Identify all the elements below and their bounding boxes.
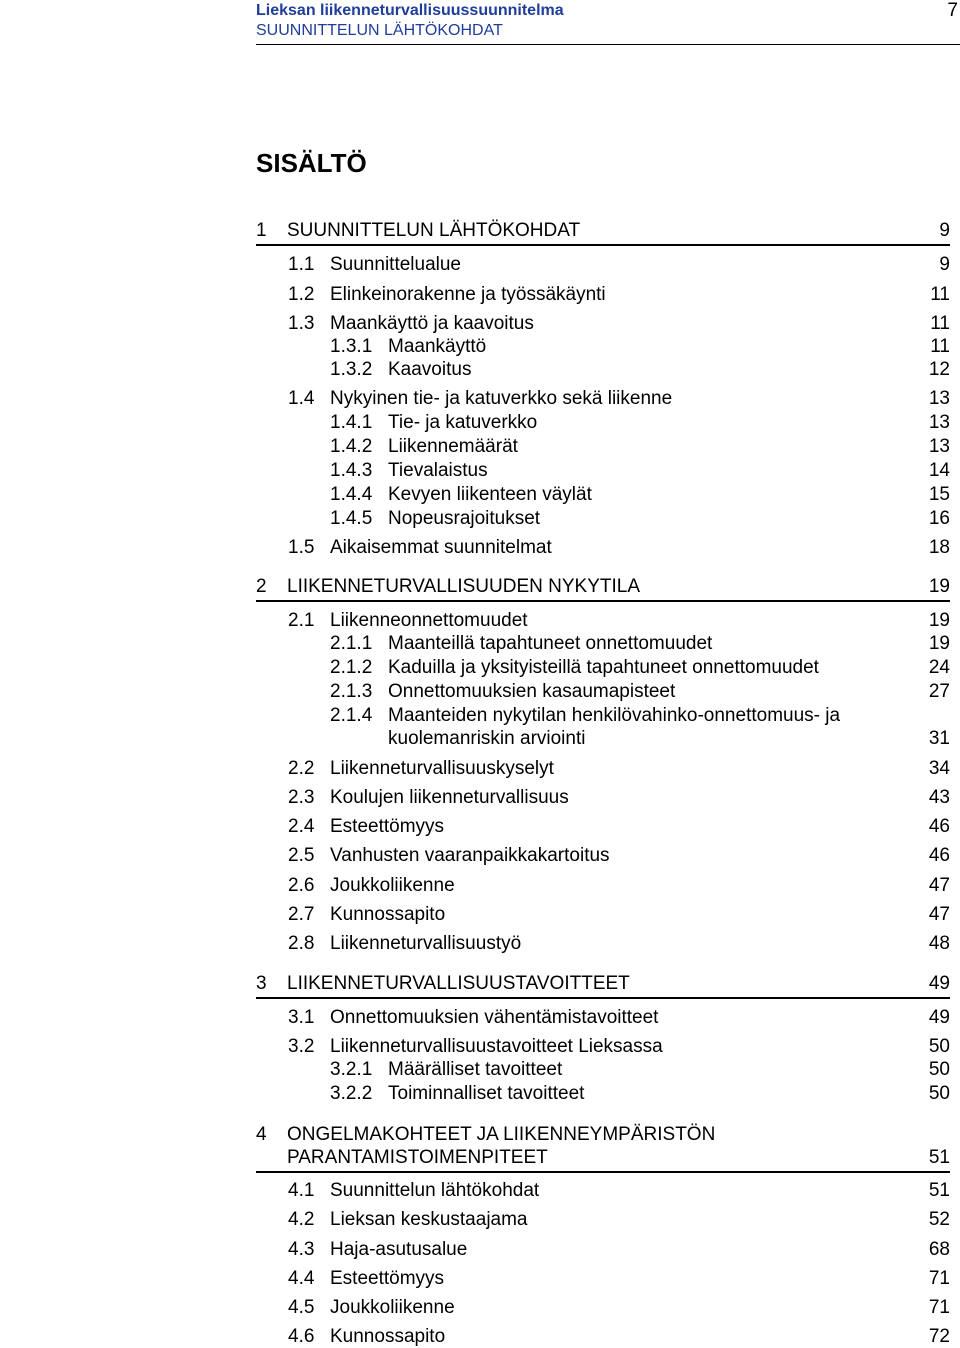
toc-number: 2.5 xyxy=(288,845,315,866)
toc-number: 3.2.1 xyxy=(330,1059,373,1080)
toc-page: 50 xyxy=(928,1036,950,1057)
toc-page: 19 xyxy=(928,610,950,631)
toc-entry-section[interactable] xyxy=(288,786,950,809)
toc-number: 1.4.5 xyxy=(330,508,373,529)
toc-page: 51 xyxy=(928,1147,950,1168)
toc-number: 2.6 xyxy=(288,875,315,896)
toc-text: Onnettomuuksien kasaumapisteet xyxy=(388,681,676,702)
toc-entry-section[interactable] xyxy=(288,1238,950,1261)
toc-text-line: ONGELMAKOHTEET JA LIIKENNEYMPÄRISTÖN xyxy=(287,1124,716,1145)
toc-text: Tievalaistus xyxy=(388,460,488,481)
toc-text: LIIKENNETURVALLISUUDEN NYKYTILA xyxy=(287,576,641,597)
toc-text: LIIKENNETURVALLISUUSTAVOITTEET xyxy=(287,973,630,994)
toc-number: 1.5 xyxy=(288,537,315,558)
toc-number: 3.2.2 xyxy=(330,1083,373,1104)
toc-number: 1.3.1 xyxy=(330,336,373,357)
toc-number: 1.4.3 xyxy=(330,460,373,481)
toc-text: Elinkeinorakenne ja työssäkäynti xyxy=(330,284,606,305)
toc-number: 1.1 xyxy=(288,254,315,275)
toc-text: Nopeusrajoitukset xyxy=(388,508,541,529)
toc-page: 50 xyxy=(928,1083,950,1104)
toc-entry-section[interactable] xyxy=(288,757,950,780)
toc-entry-section[interactable] xyxy=(288,815,950,838)
toc-page: 27 xyxy=(928,681,950,702)
toc-number: 2.1.4 xyxy=(330,705,373,726)
toc-page: 16 xyxy=(928,508,950,529)
toc-number: 2.3 xyxy=(288,787,315,808)
toc-number: 4.5 xyxy=(288,1297,315,1318)
toc-entry-subsection[interactable] xyxy=(330,507,950,530)
toc-text: Liikenneonnettomuudet xyxy=(330,610,528,631)
toc-entry-section[interactable] xyxy=(288,387,950,410)
toc-entry-subsection[interactable] xyxy=(330,632,950,655)
toc-text: Maankäyttö ja kaavoitus xyxy=(330,313,534,334)
toc-page: 19 xyxy=(928,576,950,597)
toc-page: 13 xyxy=(928,388,950,409)
toc-entry-subsection[interactable] xyxy=(330,656,950,679)
toc-entry-section[interactable] xyxy=(288,1296,950,1319)
toc-text xyxy=(388,704,840,750)
page-header xyxy=(256,0,960,45)
toc-number: 4 xyxy=(256,1124,267,1145)
toc-number: 2.4 xyxy=(288,816,315,837)
toc-entry-subsection[interactable] xyxy=(330,1082,950,1105)
toc-page: 46 xyxy=(928,816,950,837)
toc-entry-section[interactable] xyxy=(288,253,950,276)
toc-number: 1.4.1 xyxy=(330,412,373,433)
toc-text: Koulujen liikenneturvallisuus xyxy=(330,787,569,808)
toc-text: Joukkoliikenne xyxy=(330,1297,455,1318)
toc-entry-section[interactable] xyxy=(288,903,950,926)
toc-page: 71 xyxy=(928,1268,950,1289)
toc-number: 3.2 xyxy=(288,1036,315,1057)
toc-page: 72 xyxy=(928,1326,950,1347)
toc-entry-section[interactable] xyxy=(288,1208,950,1231)
toc-text: Esteettömyys xyxy=(330,1268,445,1289)
toc-page: 49 xyxy=(928,973,950,994)
toc-entry-section[interactable] xyxy=(288,1006,950,1029)
toc-entry-subsection[interactable] xyxy=(330,435,950,458)
toc-entry-section[interactable] xyxy=(288,283,950,306)
toc-entry-section[interactable] xyxy=(288,874,950,897)
toc-page: 18 xyxy=(928,537,950,558)
toc-entry-subsection[interactable] xyxy=(330,704,950,750)
toc-text: Maankäyttö xyxy=(388,336,487,357)
toc-page: 50 xyxy=(928,1059,950,1080)
toc-text: Määrälliset tavoitteet xyxy=(388,1059,563,1080)
toc-entry-chapter[interactable] xyxy=(256,575,950,602)
toc-text: Liikennemäärät xyxy=(388,436,518,457)
toc-entry-chapter[interactable] xyxy=(256,219,950,246)
toc-number: 1.4.4 xyxy=(330,484,373,505)
toc-page: 48 xyxy=(928,933,950,954)
toc-page: 43 xyxy=(928,787,950,808)
toc-number: 2.1 xyxy=(288,610,315,631)
toc-number: 1.3 xyxy=(288,313,315,334)
toc-entry-section[interactable] xyxy=(288,1325,950,1348)
toc-number: 1.4 xyxy=(288,388,315,409)
toc-number: 2.2 xyxy=(288,758,315,779)
toc-page: 11 xyxy=(930,313,950,334)
toc-page: 51 xyxy=(928,1180,950,1201)
toc-number: 4.3 xyxy=(288,1239,315,1260)
toc-page: 71 xyxy=(928,1297,950,1318)
toc-text: Onnettomuuksien vähentämistavoitteet xyxy=(330,1007,659,1028)
toc-page: 14 xyxy=(928,460,950,481)
toc-entry-subsection[interactable] xyxy=(330,483,950,506)
toc-entry-section[interactable] xyxy=(288,1179,950,1202)
toc-entry-section[interactable] xyxy=(288,609,950,632)
toc-number: 1 xyxy=(256,220,267,241)
toc-number: 1.3.2 xyxy=(330,359,373,380)
toc-entry-subsection[interactable] xyxy=(330,411,950,434)
toc-text: SUUNNITTELUN LÄHTÖKOHDAT xyxy=(287,220,581,241)
toc-number: 1.2 xyxy=(288,284,315,305)
toc-text: Haja-asutusalue xyxy=(330,1239,468,1260)
toc-page: 52 xyxy=(928,1209,950,1230)
section-title: SUUNNITTELUN LÄHTÖKOHDAT xyxy=(256,22,503,39)
toc-entry-section[interactable] xyxy=(288,932,950,955)
toc-number: 2 xyxy=(256,576,267,597)
toc-entry-subsection[interactable] xyxy=(330,1058,950,1081)
toc-entry-chapter[interactable] xyxy=(256,972,950,999)
toc-entry-section[interactable] xyxy=(288,312,950,335)
toc-text-line: kuolemanriskin arviointi xyxy=(388,728,586,749)
toc-number: 4.4 xyxy=(288,1268,315,1289)
toc-number: 2.1.3 xyxy=(330,681,373,702)
toc-entry-section[interactable] xyxy=(288,1267,950,1290)
toc-text: Nykyinen tie- ja katuverkko sekä liikenne xyxy=(330,388,673,409)
toc-page: 9 xyxy=(939,254,950,275)
toc-number: 4.1 xyxy=(288,1180,315,1201)
toc-entry-section[interactable] xyxy=(288,1035,950,1058)
toc-heading: SISÄLTÖ xyxy=(256,148,367,178)
toc-number: 3 xyxy=(256,973,267,994)
toc-page: 49 xyxy=(928,1007,950,1028)
toc-number: 4.2 xyxy=(288,1209,315,1230)
toc-page: 31 xyxy=(928,728,950,749)
toc-page: 11 xyxy=(930,336,950,357)
toc-text: Kevyen liikenteen väylät xyxy=(388,484,592,505)
toc-number: 2.1.1 xyxy=(330,633,373,654)
toc-text: Esteettömyys xyxy=(330,816,445,837)
toc-number: 2.8 xyxy=(288,933,315,954)
toc-page: 68 xyxy=(928,1239,950,1260)
toc-number: 2.1.2 xyxy=(330,657,373,678)
toc-text: Aikaisemmat suunnitelmat xyxy=(330,537,552,558)
toc-number: 4.6 xyxy=(288,1326,315,1347)
toc-page: 47 xyxy=(928,875,950,896)
toc-text: Kaduilla ja yksityisteillä tapahtuneet onnettomuudet xyxy=(388,657,819,678)
toc-text: Suunnittelualue xyxy=(330,254,461,275)
toc-page: 24 xyxy=(928,657,950,678)
toc-entry-section[interactable] xyxy=(288,844,950,867)
toc-page: 15 xyxy=(928,484,950,505)
toc-text xyxy=(287,1123,715,1169)
toc-text: Lieksan keskustaajama xyxy=(330,1209,528,1230)
toc-entry-subsection[interactable] xyxy=(330,335,950,358)
toc-page: 9 xyxy=(939,220,950,241)
toc-entry-section[interactable] xyxy=(288,536,950,559)
toc-text-line: Maanteiden nykytilan henkilövahinko-onnettomuus- ja xyxy=(388,705,841,726)
toc-text-line: PARANTAMISTOIMENPITEET xyxy=(287,1147,548,1168)
toc-text: Kunnossapito xyxy=(330,1326,446,1347)
toc-text: Toiminnalliset tavoitteet xyxy=(388,1083,585,1104)
toc-page: 46 xyxy=(928,845,950,866)
toc-page: 13 xyxy=(928,436,950,457)
document-title: Lieksan liikenneturvallisuussuunnitelma xyxy=(256,2,564,19)
toc-entry-subsection[interactable] xyxy=(330,459,950,482)
toc-text: Suunnittelun lähtökohdat xyxy=(330,1180,540,1201)
page-number: 7 xyxy=(947,0,958,21)
toc-text: Joukkoliikenne xyxy=(330,875,455,896)
toc-text: Vanhusten vaaranpaikkakartoitus xyxy=(330,845,610,866)
toc-number: 3.1 xyxy=(288,1007,315,1028)
toc-page: 13 xyxy=(928,412,950,433)
toc-text: Kunnossapito xyxy=(330,904,446,925)
toc-text: Maanteillä tapahtuneet onnettomuudet xyxy=(388,633,713,654)
toc-page: 11 xyxy=(930,284,950,305)
toc-page: 12 xyxy=(928,359,950,380)
toc-page: 19 xyxy=(928,633,950,654)
toc-text: Liikenneturvallisuuskyselyt xyxy=(330,758,554,779)
toc-number: 2.7 xyxy=(288,904,315,925)
toc-page: 34 xyxy=(928,758,950,779)
toc-page: 47 xyxy=(928,904,950,925)
toc-text: Kaavoitus xyxy=(388,359,472,380)
toc-text: Liikenneturvallisuustyö xyxy=(330,933,522,954)
toc-entry-subsection[interactable] xyxy=(330,358,950,381)
toc-number: 1.4.2 xyxy=(330,436,373,457)
toc-text: Tie- ja katuverkko xyxy=(388,412,538,433)
toc-entry-chapter[interactable] xyxy=(256,1123,950,1173)
toc-entry-subsection[interactable] xyxy=(330,680,950,703)
toc-text: Liikenneturvallisuustavoitteet Lieksassa xyxy=(330,1036,663,1057)
